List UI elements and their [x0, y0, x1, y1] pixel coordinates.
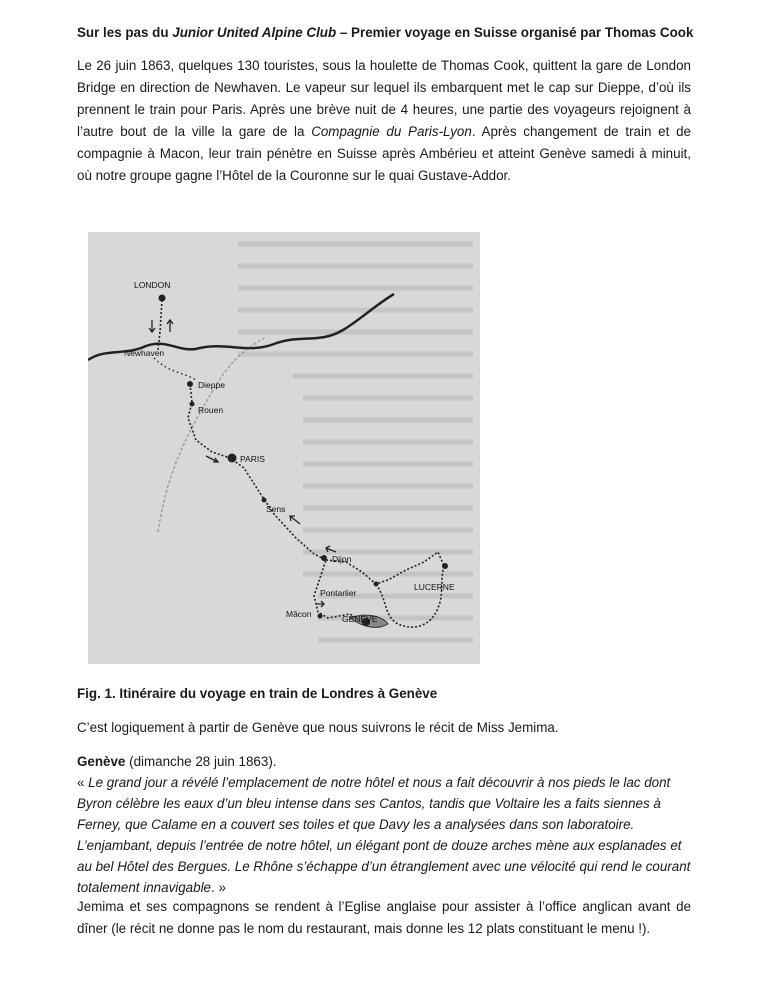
label-paris: PARIS — [240, 454, 265, 464]
label-dijon: Dijon — [332, 554, 352, 564]
quote-open: « — [77, 775, 89, 790]
town-london-dot — [159, 295, 166, 302]
title-club-name: Junior United Alpine Club — [172, 25, 337, 40]
label-pontarlier: Pontarlier — [320, 588, 357, 598]
quote-close: . » — [211, 880, 226, 895]
town-lucerne-dot — [442, 563, 448, 569]
france-coastline — [158, 338, 264, 532]
town-paris-dot — [228, 454, 237, 463]
geneve-quote: Le grand jour a révélé l’emplacement de notre hôtel et nous a fait découvrir à nos pieds le lac dont Byron célèbre les eaux d’un bleu intense dans ses Cantos, tandis que Voltaire les a faits siennes à Ferney, que Calame en a couvert ses toiles et que Davy les a analysées dans son laboratoire. L’enjambant, depuis l’entrée de notre hôtel, un élégant pont de douze arches mène aux esplanades et au bel Hôtel des Bergues. Le Rhône s’échappe d’un étranglement avec une vélocité qui rend le courant totalement innavigable — [77, 775, 691, 895]
label-lucerne: LUCERNE — [414, 582, 455, 592]
ferry-crossing — [154, 358, 196, 380]
document-title — [77, 22, 694, 44]
town-dieppe-dot — [187, 381, 193, 387]
town-pontarlier-dot — [374, 582, 379, 587]
town-sens-dot — [262, 498, 267, 503]
scan-background-text — [238, 244, 473, 640]
label-dieppe: Dieppe — [198, 380, 225, 390]
label-london: LONDON — [134, 280, 171, 290]
itinerary-map-drawing — [88, 232, 480, 664]
intro-paragraph — [77, 55, 691, 187]
label-rouen: Rouen — [198, 405, 224, 415]
label-newhaven: Newhaven — [124, 348, 165, 358]
label-geneve: GENÈVE — [342, 614, 378, 624]
town-macon-dot — [318, 614, 323, 619]
closing-paragraph: Jemima et ses compagnons se rendent à l’Eglise anglaise pour assister à l’office anglican avant de dîner (le récit ne donne pas le nom du restaurant, mais donne les 12 plats constituant le menu !). — [77, 899, 691, 936]
town-rouen-dot — [190, 402, 195, 407]
town-dijon-dot — [321, 555, 327, 561]
title-suffix: – Premier voyage en Suisse organisé par Thomas Cook — [336, 25, 694, 40]
geneve-date: (dimanche 28 juin 1863). — [125, 754, 277, 769]
geneve-heading: Genève — [77, 754, 126, 769]
label-sens: Sens — [266, 504, 286, 514]
intro-text-2: . Après changement de train et de compagnie à Macon, leur train pénètre en Suisse après Ambérieu et atteint Genève samedi à minuit, où notre groupe gagne l’Hôtel de la Couronne sur le quai Gustave-Addor. — [77, 124, 691, 183]
lead-paragraph: C’est logiquement à partir de Genève que nous suivrons le récit de Miss Jemima. — [77, 720, 559, 735]
geneve-section — [77, 751, 691, 898]
label-macon: Mâcon — [286, 609, 312, 619]
intro-text-1: Le 26 juin 1863, quelques 130 touristes, sous la houlette de Thomas Cook, quittent la gare de London Bridge en direction de Newhaven. Le vapeur sur lequel ils embarquent met le cap sur Dieppe, d’où ils prennent le train pour Paris. Après une brève nuit de 4 heures, une partie des voyageurs rejoignent à l’autre bout de la ville la gare de la — [77, 58, 691, 139]
itinerary-map — [88, 232, 480, 664]
title-prefix: Sur les pas du — [77, 25, 173, 40]
intro-company: Compagnie du Paris-Lyon — [311, 124, 472, 139]
figure-caption: Fig. 1. Itinéraire du voyage en train de Londres à Genève — [77, 686, 438, 701]
